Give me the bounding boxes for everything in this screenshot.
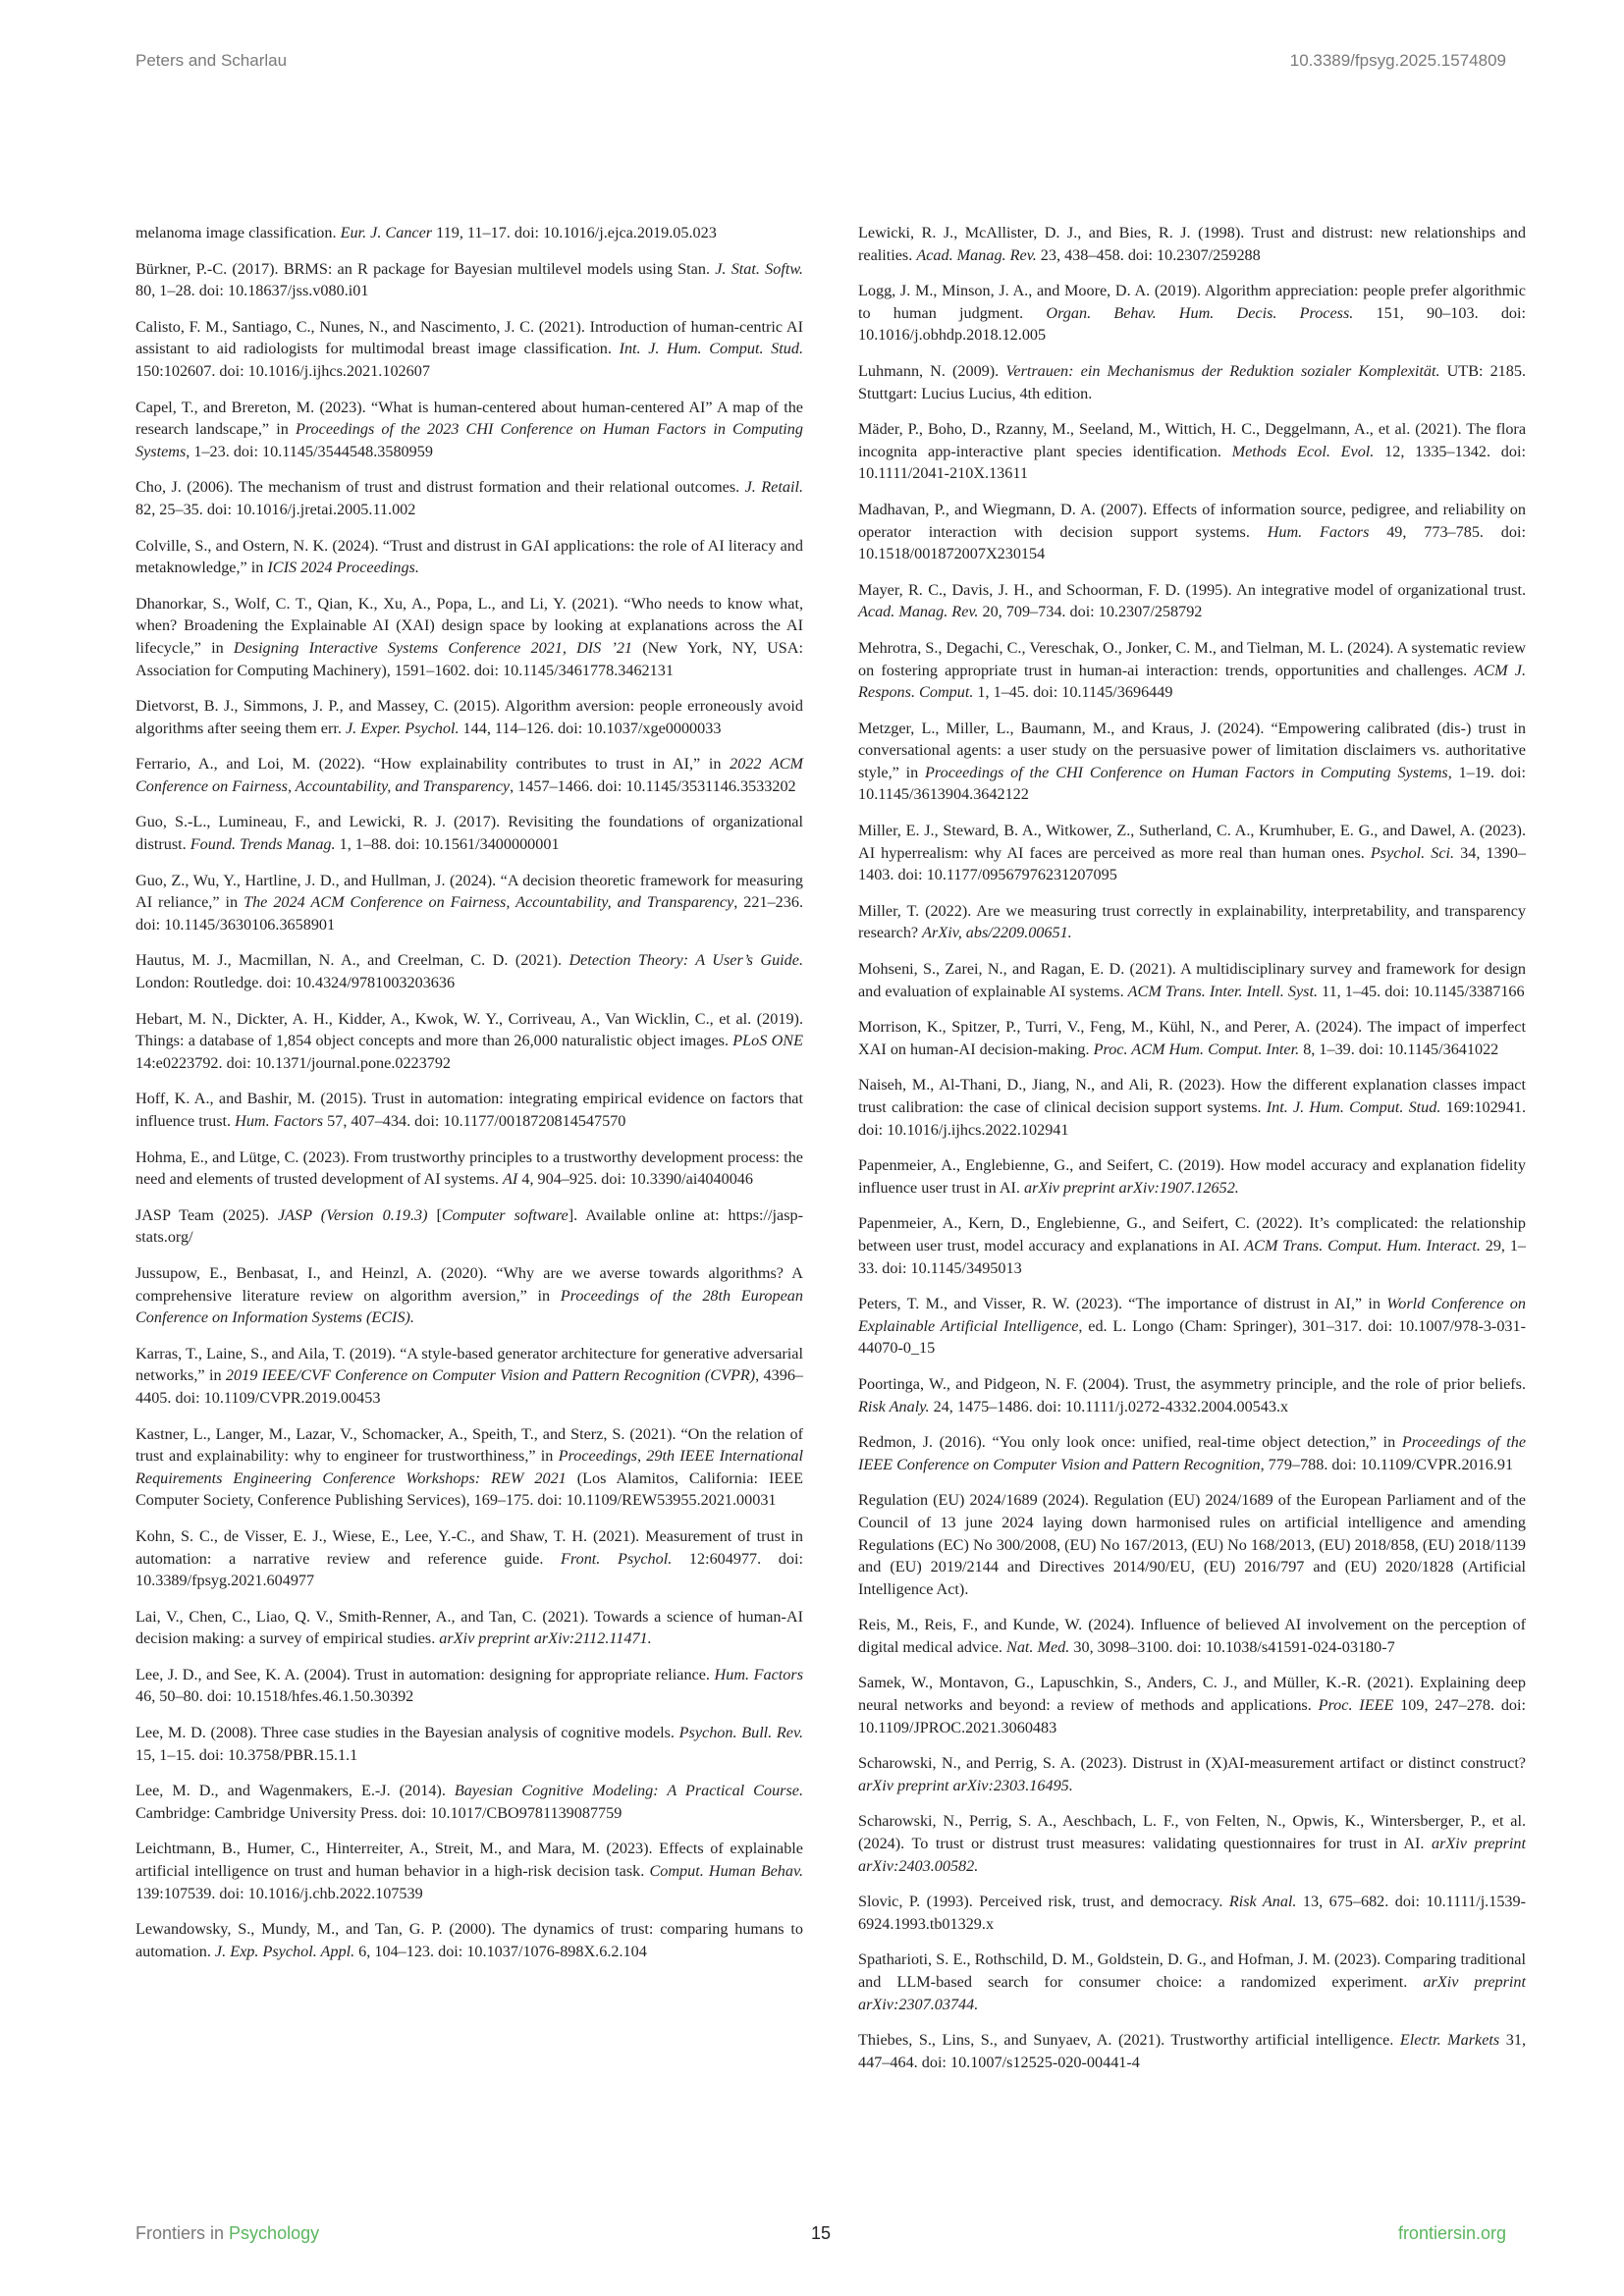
reference-entry: Scharowski, N., and Perrig, S. A. (2023). Distrust in (X)AI-measurement artifact or distinct construct? arXiv preprint arXiv:2303.16495. (858, 1754, 1526, 1794)
header-authors: Peters and Scharlau (135, 51, 288, 70)
references-column-left (135, 222, 803, 1976)
references-column-right (858, 222, 1526, 2087)
reference-entry: Poortinga, W., and Pidgeon, N. F. (2004). Trust, the asymmetry principle, and the role of prior beliefs. Risk Analy. 24, 1475–1486. doi: 10.1111/j.0272-4332.2004.00543.x (858, 1374, 1526, 1415)
reference-entry: Metzger, L., Miller, L., Baumann, M., and Kraus, J. (2024). “Empowering calibrated (dis-) trust in conversational agents: a user study on the persuasive power of limitation disclaimers vs. authoritative style,” in Proceedings of the CHI Conference on Human Factors in Computing Systems, 1–19. doi: 10.1145/3613904.3642122 (858, 719, 1526, 804)
footer-journal[interactable] (135, 2223, 319, 2244)
reference-entry: Dhanorkar, S., Wolf, C. T., Qian, K., Xu, A., Popa, L., and Li, Y. (2021). “Who needs to know what, when? Broadening the Explainable AI (XAI) design space by looking at explanations across the AI lifecycle,” in Designing Interactive Systems Conference 2021, DIS ’21 (New York, NY, USA: Association for Computing Machinery), 1591–1602. doi: 10.1145/3461778.3462131 (135, 594, 803, 679)
reference-entry: Lewandowsky, S., Mundy, M., and Tan, G. P. (2000). The dynamics of trust: comparing humans to automation. J. Exp. Psychol. Appl. 6, 104–123. doi: 10.1037/1076-898X.6.2.104 (135, 1920, 803, 1960)
reference-entry: Slovic, P. (1993). Perceived risk, trust, and democracy. Risk Anal. 13, 675–682. doi: 10.1111/j.1539-6924.1993.tb01329.x (858, 1893, 1526, 1933)
reference-entry: Scharowski, N., Perrig, S. A., Aeschbach, L. F., von Felten, N., Opwis, K., Wintersberger, P., et al. (2024). To trust or distrust trust measures: validating questionnaires for trust in AI. arXiv preprint arXiv:2403.00582. (858, 1812, 1526, 1875)
footer-journal-name: Psychology (229, 2223, 320, 2243)
reference-entry: Miller, T. (2022). Are we measuring trust correctly in explainability, interpretability, and transparency research? ArXiv, abs/2209.00651. (858, 901, 1526, 942)
reference-entry: Karras, T., Laine, S., and Aila, T. (2019). “A style-based generator architecture for generative adversarial networks,” in 2019 IEEE/CVF Conference on Computer Vision and Pattern Recognition (CVPR), 4396–4405. doi: 10.1109/CVPR.2019.00453 (135, 1344, 804, 1407)
reference-entry: Colville, S., and Ostern, N. K. (2024). “Trust and distrust in GAI applications: the role of AI literacy and metaknowledge,” in ICIS 2024 Proceedings. (135, 536, 803, 577)
reference-entry: Samek, W., Montavon, G., Lapuschkin, S., Anders, C. J., and Müller, K.-R. (2021). Explaining deep neural networks and beyond: a review of methods and applications. Proc. IEEE 109, 247–278. doi: 10.1109/JPROC.2021.3060483 (858, 1674, 1527, 1736)
reference-entry: Madhavan, P., and Wiegmann, D. A. (2007). Effects of information source, pedigree, and reliability on operator interaction with decision support systems. Hum. Factors 49, 773–785. doi: 10.1518/001872007X230154 (858, 500, 1526, 563)
reference-entry: Mayer, R. C., Davis, J. H., and Schoorman, F. D. (1995). An integrative model of organizational trust. Acad. Manag. Rev. 20, 709–734. doi: 10.2307/258792 (858, 580, 1526, 621)
reference-entry: Lewicki, R. J., McAllister, D. J., and Bies, R. J. (1998). Trust and distrust: new relationships and realities. Acad. Manag. Rev. 23, 438–458. doi: 10.2307/259288 (858, 224, 1526, 264)
page-number: 15 (810, 2223, 832, 2243)
reference-entry: JASP Team (2025). JASP (Version 0.19.3) [Computer software]. Available online at: https://jasp-stats.org/ (135, 1205, 803, 1247)
reference-entry: Guo, S.-L., Lumineau, F., and Lewicki, R. J. (2017). Revisiting the foundations of organizational distrust. Found. Trends Manag. 1, 1–88. doi: 10.1561/3400000001 (135, 813, 803, 854)
reference-entry: Leichtmann, B., Humer, C., Hinterreiter, A., Streit, M., and Mara, M. (2023). Effects of explainable artificial intelligence on trust and human behavior in a high-risk decision task. Comput. Human Behav. 139:107539. doi: 10.1016/j.chb.2022.107539 (135, 1840, 803, 1902)
page-footer (135, 2223, 1506, 2249)
reference-entry: Spatharioti, S. E., Rothschild, D. M., Goldstein, D. G., and Hofman, J. M. (2023). Comparing traditional and LLM-based search for consumer choice: a randomized experiment. arXiv preprint arXiv:2307.03744. (858, 1950, 1526, 2013)
reference-entry: Bürkner, P.-C. (2017). BRMS: an R package for Bayesian multilevel models using Stan. J. Stat. Softw. 80, 1–28. doi: 10.18637/jss.v080.i01 (135, 259, 803, 300)
reference-entry: Morrison, K., Spitzer, P., Turri, V., Feng, M., Kühl, N., and Perer, A. (2024). The impact of imperfect XAI on human-AI decision-making. Proc. ACM Hum. Comput. Inter. 8, 1–39. doi: 10.1145/3641022 (858, 1018, 1526, 1058)
reference-entry: Dietvorst, B. J., Simmons, J. P., and Massey, C. (2015). Algorithm aversion: people erroneously avoid algorithms after seeing them err. J. Exper. Psychol. 144, 114–126. doi: 10.1037/xge0000033 (135, 697, 803, 737)
reference-entry: Guo, Z., Wu, Y., Hartline, J. D., and Hullman, J. (2024). “A decision theoretic framework for measuring AI reliance,” in The 2024 ACM Conference on Fairness, Accountability, and Transparency, 221–236. doi: 10.1145/3630106.3658901 (135, 871, 804, 934)
reference-entry: Redmon, J. (2016). “You only look once: unified, real-time object detection,” in Proceedings of the IEEE Conference on Computer Vision and Pattern Recognition, 779–788. doi: 10.1109/CVPR.2016.91 (858, 1433, 1526, 1473)
reference-entry: Reis, M., Reis, F., and Kunde, W. (2024). Influence of believed AI involvement on the perception of digital medical advice. Nat. Med. 30, 3098–3100. doi: 10.1038/s41591-024-03180-7 (858, 1616, 1526, 1656)
footer-site-link[interactable]: frontiersin.org (1397, 2223, 1506, 2243)
reference-entry: Hohma, E., and Lütge, C. (2023). From trustworthy principles to a trustworthy development process: the need and elements of trusted development of AI systems. AI 4, 904–925. doi: 10.3390/ai4040046 (135, 1148, 803, 1189)
reference-entry: Thiebes, S., Lins, S., and Sunyaev, A. (2021). Trustworthy artificial intelligence. Electr. Markets 31, 447–464. doi: 10.1007/s12525-020-00441-4 (858, 2031, 1526, 2071)
reference-entry: Lai, V., Chen, C., Liao, Q. V., Smith-Renner, A., and Tan, C. (2021). Towards a science of human-AI decision making: a survey of empirical studies. arXiv preprint arXiv:2112.11471. (135, 1607, 803, 1648)
header-doi[interactable]: 10.3389/fpsyg.2025.1574809 (1289, 51, 1506, 70)
reference-entry: Kohn, S. C., de Visser, E. J., Wiese, E., Lee, Y.-C., and Shaw, T. H. (2021). Measurement of trust in automation: a narrative review and reference guide. Front. Psychol. 12:604977. doi: 10.3389/fpsyg.2021.604977 (135, 1526, 803, 1590)
footer-journal-prefix: Frontiers in (135, 2223, 225, 2243)
reference-entry: Cho, J. (2006). The mechanism of trust and distrust formation and their relational outcomes. J. Retail. 82, 25–35. doi: 10.1016/j.jretai.2005.11.002 (135, 478, 803, 518)
reference-entry: Papenmeier, A., Kern, D., Englebienne, G., and Seifert, C. (2022). It’s complicated: the relationship between user trust, model accuracy and explanations in AI. ACM Trans. Comput. Hum. Interact. 29, 1–33. doi: 10.1145/3495013 (858, 1214, 1527, 1277)
reference-entry: Capel, T., and Brereton, M. (2023). “What is human-centered about human-centered AI” A map of the research landscape,” in Proceedings of the 2023 CHI Conference on Human Factors in Computing Systems, 1–23. doi: 10.1145/3544548.3580959 (135, 398, 803, 460)
reference-entry: Ferrario, A., and Loi, M. (2022). “How explainability contributes to trust in AI,” in 2022 ACM Conference on Fairness, Accountability, and Transparency, 1457–1466. doi: 10.1145/3531146.3533202 (135, 755, 803, 795)
reference-entry: Mäder, P., Boho, D., Rzanny, M., Seeland, M., Wittich, H. C., Deggelmann, A., et al. (2021). The flora incognita app-interactive plant species identification. Methods Ecol. Evol. 12, 1335–1342. doi: 10.1111/2041-210X.13611 (858, 420, 1526, 483)
reference-entry: Mehrotra, S., Degachi, C., Vereschak, O., Jonker, C. M., and Tielman, M. L. (2024). A systematic review on fostering appropriate trust in human-ai interaction: trends, opportunities and challenges. ACM J. Respons. Comput. 1, 1–45. doi: 10.1145/3696449 (858, 638, 1526, 702)
reference-entry: Naiseh, M., Al-Thani, D., Jiang, N., and Ali, R. (2023). How the different explanation classes impact trust calibration: the case of clinical decision support systems. Int. J. Hum. Comput. Stud. 169:102941. doi: 10.1016/j.ijhcs.2022.102941 (858, 1076, 1526, 1139)
reference-entry: Jussupow, E., Benbasat, I., and Heinzl, A. (2020). “Why are we averse towards algorithms? A comprehensive literature review on algorithm aversion,” in Proceedings of the 28th European Conference on Information Systems (ECIS). (135, 1263, 803, 1327)
reference-entry: Peters, T. M., and Visser, R. W. (2023). “The importance of distrust in AI,” in World Conference on Explainable Artificial Intelligence, ed. L. Longo (Cham: Springer), 301–317. doi: 10.1007/978-3-031-44070-0_15 (858, 1295, 1526, 1358)
reference-entry: Lee, J. D., and See, K. A. (2004). Trust in automation: designing for appropriate reliance. Hum. Factors 46, 50–80. doi: 10.1518/hfes.46.1.50.30392 (135, 1665, 803, 1706)
reference-entry: Papenmeier, A., Englebienne, G., and Seifert, C. (2019). How model accuracy and explanation fidelity influence user trust in AI. arXiv preprint arXiv:1907.12652. (858, 1156, 1526, 1197)
reference-entry: Regulation (EU) 2024/1689 (2024). Regulation (EU) 2024/1689 of the European Parliament and of the Council of 13 june 2024 laying down harmonised rules on artificial intelligence and amending Regulations (EC) No 300/2008, (EU) No 167/2013, (EU) No 168/2013, (EU) 2018/858, (EU) 2018/1139 and (EU) 2019/2144 and Directives 2014/90/EU, (EU) 2016/797 and (EU) 2020/1828 (Artificial Intelligence Act). (858, 1491, 1526, 1598)
reference-entry: Calisto, F. M., Santiago, C., Nunes, N., and Nascimento, J. C. (2021). Introduction of human-centric AI assistant to aid radiologists for multimodal breast image classification. Int. J. Hum. Comput. Stud. 150:102607. doi: 10.1016/j.ijhcs.2021.102607 (135, 317, 803, 380)
reference-entry: Luhmann, N. (2009). Vertrauen: ein Mechanismus der Reduktion sozialer Komplexität. UTB: 2185. Stuttgart: Lucius Lucius, 4th edition. (858, 361, 1527, 402)
reference-entry: Hebart, M. N., Dickter, A. H., Kidder, A., Kwok, W. Y., Corriveau, A., Van Wicklin, C., et al. (2019). Things: a database of 1,854 object concepts and more than 26,000 naturalistic object images. PLoS ONE 14:e0223792. doi: 10.1371/journal.pone.0223792 (135, 1009, 803, 1072)
reference-entry: Hoff, K. A., and Bashir, M. (2015). Trust in automation: integrating empirical evidence on factors that influence trust. Hum. Factors 57, 407–434. doi: 10.1177/0018720814547570 (135, 1090, 803, 1130)
reference-entry: Kastner, L., Langer, M., Lazar, V., Schomacker, A., Speith, T., and Sterz, S. (2021). “On the relation of trust and explainability: why to engineer for trustworthiness,” in Proceedings, 29th IEEE International Requirements Engineering Conference Workshops: REW 2021 (Los Alamitos, California: IEEE Computer Society, Conference Publishing Services), 169–175. doi: 10.1109/REW53955.2021.00031 (135, 1424, 804, 1510)
reference-entry: melanoma image classification. Eur. J. Cancer 119, 11–17. doi: 10.1016/j.ejca.2019.05.023 (135, 224, 717, 241)
reference-entry: Hautus, M. J., Macmillan, N. A., and Creelman, C. D. (2021). Detection Theory: A User’s Guide. London: Routledge. doi: 10.4324/9781003203636 (135, 951, 803, 992)
reference-entry: Logg, J. M., Minson, J. A., and Moore, D. A. (2019). Algorithm appreciation: people prefer algorithmic to human judgment. Organ. Behav. Hum. Decis. Process. 151, 90–103. doi: 10.1016/j.obhdp.2018.12.005 (858, 282, 1526, 345)
running-header (135, 51, 1506, 75)
reference-entry: Lee, M. D., and Wagenmakers, E.-J. (2014). Bayesian Cognitive Modeling: A Practical Course. Cambridge: Cambridge University Press. doi: 10.1017/CBO9781139087759 (135, 1782, 803, 1822)
reference-entry: Mohseni, S., Zarei, N., and Ragan, E. D. (2021). A multidisciplinary survey and framework for design and evaluation of explainable AI systems. ACM Trans. Inter. Intell. Syst. 11, 1–45. doi: 10.1145/3387166 (858, 960, 1526, 1000)
reference-entry: Lee, M. D. (2008). Three case studies in the Bayesian analysis of cognitive models. Psychon. Bull. Rev. 15, 1–15. doi: 10.3758/PBR.15.1.1 (135, 1724, 803, 1764)
reference-entry: Miller, E. J., Steward, B. A., Witkower, Z., Sutherland, C. A., Krumhuber, E. G., and Dawel, A. (2023). AI hyperrealism: why AI faces are perceived as more real than human ones. Psychol. Sci. 34, 1390–1403. doi: 10.1177/09567976231207095 (858, 822, 1526, 884)
